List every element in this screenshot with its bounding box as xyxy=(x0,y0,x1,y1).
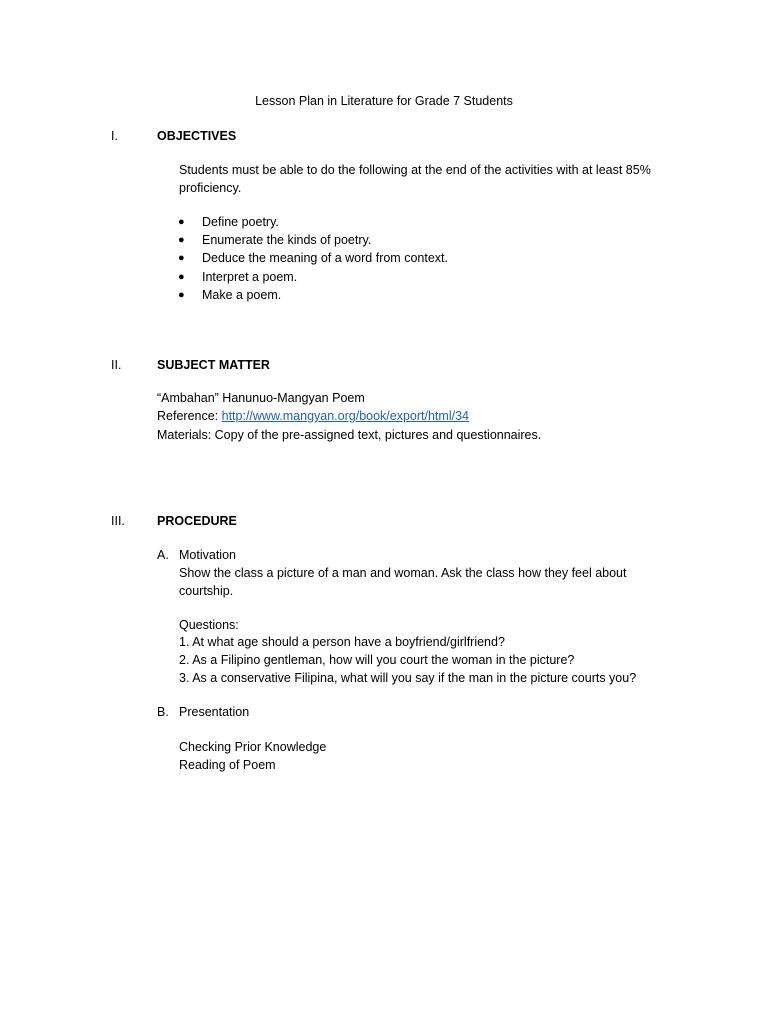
bullet-icon: ● xyxy=(178,234,185,246)
section-numeral-objectives: I. xyxy=(111,129,118,143)
section-numeral-procedure: III. xyxy=(111,514,125,528)
section-heading-procedure: PROCEDURE xyxy=(157,514,237,528)
objective-item: Define poetry. xyxy=(202,215,279,229)
presentation-letter: B. xyxy=(157,705,169,719)
materials-line: Materials: Copy of the pre-assigned text, pictures and questionnaires. xyxy=(157,428,542,442)
question-item: 1. At what age should a person have a boyfriend/girlfriend? xyxy=(179,635,505,649)
bullet-icon: ● xyxy=(178,289,185,301)
objectives-intro-line-2: proficiency. xyxy=(179,181,242,195)
reference-line xyxy=(157,407,469,425)
document-title: Lesson Plan in Literature for Grade 7 Students xyxy=(255,94,513,108)
subject-topic: “Ambahan” Hanunuo-Mangyan Poem xyxy=(157,391,365,405)
motivation-label: Motivation xyxy=(179,548,236,562)
questions-label: Questions: xyxy=(179,618,239,632)
motivation-text-line-1: Show the class a picture of a man and woman. Ask the class how they feel about xyxy=(179,566,627,580)
objective-item: Enumerate the kinds of poetry. xyxy=(202,233,372,247)
bullet-icon: ● xyxy=(178,216,185,228)
presentation-item: Reading of Poem xyxy=(179,758,276,772)
section-numeral-subject-matter: II. xyxy=(111,358,122,372)
section-heading-objectives: OBJECTIVES xyxy=(157,129,237,143)
bullet-icon: ● xyxy=(178,252,185,264)
objective-item: Deduce the meaning of a word from context. xyxy=(202,251,448,265)
objective-item: Make a poem. xyxy=(202,288,282,302)
reference-label: Reference: xyxy=(157,409,222,423)
motivation-letter: A. xyxy=(157,548,169,562)
question-item: 3. As a conservative Filipina, what will you say if the man in the picture courts you? xyxy=(179,671,637,685)
bullet-icon: ● xyxy=(178,271,185,283)
objective-item: Interpret a poem. xyxy=(202,270,298,284)
reference-link[interactable]: http://www.mangyan.org/book/export/html/34 xyxy=(221,409,469,423)
question-item: 2. As a Filipino gentleman, how will you court the woman in the picture? xyxy=(179,653,575,667)
objectives-intro-line-1: Students must be able to do the following at the end of the activities with at least 85% xyxy=(179,163,651,177)
motivation-text-line-2: courtship. xyxy=(179,584,234,598)
presentation-item: Checking Prior Knowledge xyxy=(179,740,327,754)
presentation-label: Presentation xyxy=(179,705,250,719)
section-heading-subject-matter: SUBJECT MATTER xyxy=(157,358,270,372)
